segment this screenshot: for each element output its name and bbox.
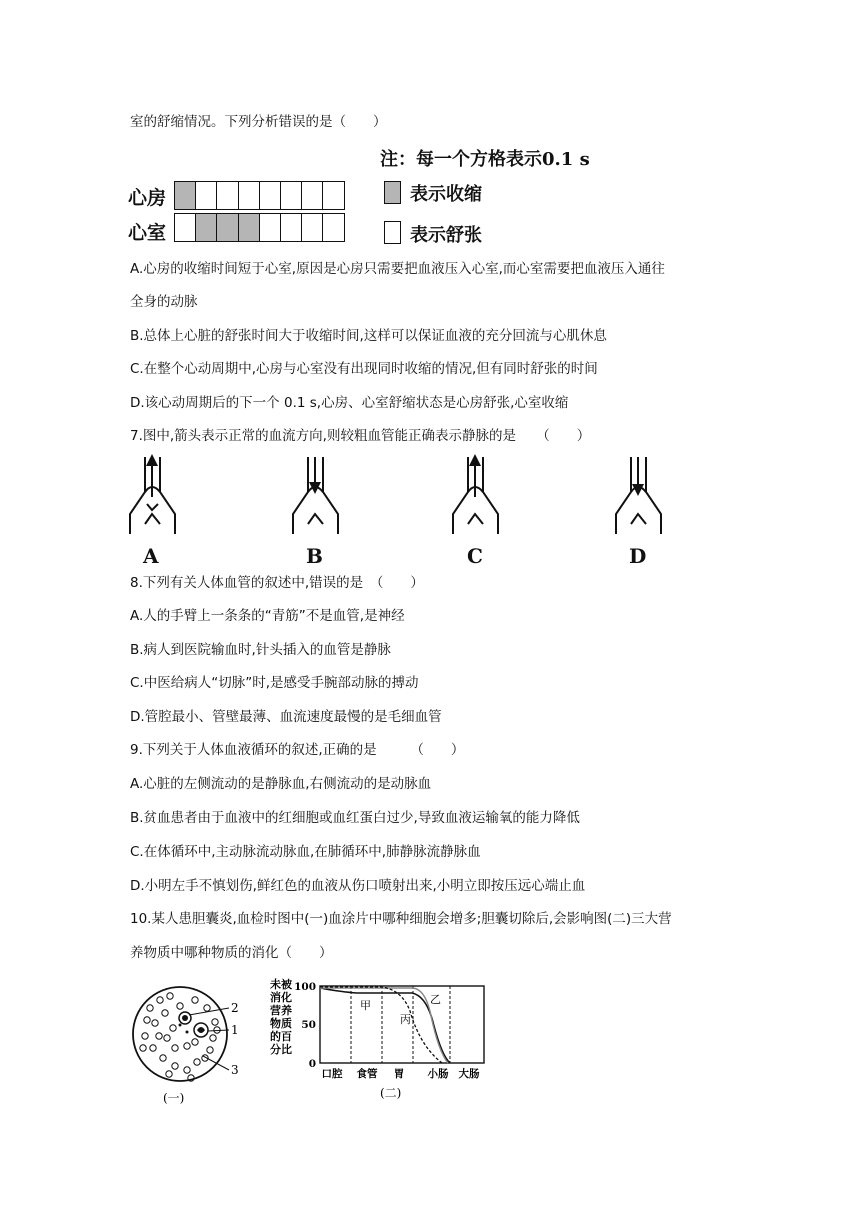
ventricle-cell-row: [174, 213, 344, 242]
ventricle-cell: [301, 213, 324, 242]
ventricle-cell: [238, 213, 261, 242]
q6-option-d: D.该心动周期后的下一个 0.1 s,心房、心室舒缩状态是心房舒张,心室收缩: [130, 395, 569, 411]
ventricle-cell: [195, 213, 218, 242]
q8-option-c: C.中医给病人“切脉”时,是感受手腕部动脉的搏动: [130, 675, 419, 691]
q7-stem: 7.图中,箭头表示正常的血流方向,则较粗血管能正确表示静脉的是 （ ）: [130, 428, 591, 444]
red-blood-cell: [166, 1071, 172, 1077]
vessel-label-c: C: [467, 544, 483, 568]
q6-figure-note: 注：每一个方格表示0.1 s: [380, 149, 590, 170]
red-blood-cell: [184, 1043, 190, 1049]
curve-bing: [320, 987, 442, 1063]
atrium-label: 心房: [128, 187, 167, 209]
q8-option-d: D.管腔最小、管壁最薄、血流速度最慢的是毛细血管: [130, 709, 442, 725]
xtick-esophagus: 食管: [356, 1068, 378, 1080]
q6-option-a-line1: A.心房的收缩时间短于心室,原因是心房只需要把血液压入心室,而心室需要把血液压入通往: [130, 261, 665, 277]
digestion-caption: (二): [380, 1086, 402, 1100]
red-blood-cell: [210, 1035, 216, 1041]
q9-option-a: A.心脏的左侧流动的是静脉血,右侧流动的是动脉血: [130, 776, 432, 792]
q6-stem-tail: 室的舒缩情况。下列分析错误的是（ ）: [130, 114, 387, 130]
red-blood-cell: [184, 1067, 190, 1073]
smear-marker-3: 3: [231, 1063, 239, 1077]
vessel-a: [130, 457, 175, 534]
red-blood-cell: [150, 1045, 156, 1051]
blood-smear-figure: [125, 978, 255, 1108]
red-blood-cell: [157, 997, 163, 1003]
red-blood-cell: [194, 1059, 200, 1065]
q10-stem-line1: 10.某人患胆囊炎,血检时图中(一)血涂片中哪种细胞会增多;胆囊切除后,会影响图(二)三大营: [130, 911, 672, 927]
red-blood-cell: [147, 1005, 153, 1011]
curve-label-bing: 丙: [400, 1013, 411, 1026]
red-blood-cell: [144, 1017, 150, 1023]
red-blood-cell: [212, 1019, 218, 1025]
ventricle-cell: [322, 213, 345, 242]
red-blood-cell: [192, 1039, 198, 1045]
ylabel-1: 未被: [270, 978, 292, 991]
smear-marker-2: 2: [231, 1001, 239, 1015]
xtick-large-intestine: 大肠: [458, 1068, 480, 1080]
legend-contract-swatch: [384, 181, 401, 204]
ylabel-5: 的百: [270, 1030, 292, 1043]
q7-vessel-figure: [125, 452, 685, 572]
digestion-figure: [262, 976, 507, 1106]
q9-option-d: D.小明左手不慎划伤,鲜红色的血液从伤口喷射出来,小明立即按压远心端止血: [130, 878, 586, 894]
ventricle-cell: [174, 213, 197, 242]
q6-option-b: B.总体上心脏的舒张时间大于收缩时间,这样可以保证血液的充分回流与心肌休息: [130, 328, 607, 344]
vessel-label-d: D: [629, 544, 647, 568]
ventricle-label: 心室: [128, 222, 167, 244]
xtick-mouth: 口腔: [321, 1068, 343, 1080]
ylabel-2: 消化: [270, 991, 292, 1004]
q8-stem: 8.下列有关人体血管的叙述中,错误的是 （ ）: [130, 575, 424, 591]
ytick-0: 0: [308, 1058, 316, 1070]
ventricle-cell: [259, 213, 282, 242]
red-blood-cell: [204, 1005, 210, 1011]
q10-stem-line2: 养物质中哪种物质的消化（ ）: [130, 945, 333, 961]
atrium-cell-row: [174, 181, 344, 210]
ytick-50: 50: [301, 1019, 316, 1031]
red-blood-cell: [207, 1047, 213, 1053]
red-blood-cell: [160, 1055, 166, 1061]
red-blood-cell: [162, 1010, 168, 1016]
vessel-d: [616, 457, 661, 534]
atrium-cell: [174, 181, 197, 210]
red-blood-cell: [164, 1035, 170, 1041]
atrium-cell: [238, 181, 261, 210]
q9-option-c: C.在体循环中,主动脉流动脉血,在肺循环中,肺静脉流静脉血: [130, 844, 481, 860]
atrium-cell: [195, 181, 218, 210]
ventricle-cell: [216, 213, 239, 242]
red-blood-cell: [152, 1020, 158, 1026]
red-blood-cell: [156, 1033, 162, 1039]
q9-option-b: B.贫血患者由于血液中的红细胞或血红蛋白过少,导致血液运输氧的能力降低: [130, 810, 580, 826]
xtick-stomach: 胃: [393, 1068, 405, 1080]
ytick-100: 100: [294, 981, 316, 993]
red-blood-cell: [140, 1045, 146, 1051]
legend-relax-label: 表示舒张: [410, 225, 482, 246]
atrium-cell: [301, 181, 324, 210]
vessel-label-b: B: [306, 544, 323, 568]
atrium-cell: [322, 181, 345, 210]
q6-option-a-line2: 全身的动脉: [130, 294, 198, 310]
red-blood-cell: [170, 1025, 176, 1031]
atrium-cell: [259, 181, 282, 210]
ylabel-6: 分比: [270, 1043, 292, 1056]
atrium-cell: [216, 181, 239, 210]
red-blood-cell: [177, 1003, 183, 1009]
red-blood-cell: [172, 1063, 178, 1069]
red-blood-cell: [192, 997, 198, 1003]
smear-marker-1: 1: [231, 1023, 239, 1037]
red-blood-cell: [172, 1045, 178, 1051]
q8-option-b: B.病人到医院输血时,针头插入的血管是静脉: [130, 642, 391, 658]
q9-stem: 9.下列关于人体血液循环的叙述,正确的是 （ ）: [130, 742, 465, 758]
vessel-label-a: A: [143, 544, 159, 568]
q8-option-a: A.人的手臂上一条条的“青筋”不是血管,是神经: [130, 608, 405, 624]
vessel-c: [453, 457, 498, 534]
xtick-small-intestine: 小肠: [427, 1068, 449, 1080]
ylabel-3: 营养: [270, 1004, 292, 1017]
curve-label-jia: 甲: [360, 999, 371, 1012]
curve-label-yi: 乙: [430, 993, 441, 1006]
q6-option-c: C.在整个心动周期中,心房与心室没有出现同时收缩的情况,但有同时舒张的时间: [130, 361, 598, 377]
atrium-cell: [280, 181, 303, 210]
smear-caption: (一): [163, 1091, 185, 1105]
legend-contract-label: 表示收缩: [410, 184, 482, 205]
legend-relax-swatch: [384, 221, 401, 244]
ventricle-cell: [280, 213, 303, 242]
red-blood-cell: [167, 993, 173, 999]
vessel-b: [293, 457, 338, 534]
ylabel-4: 物质: [270, 1017, 292, 1030]
curve-yi: [320, 988, 448, 1063]
red-blood-cell: [142, 1033, 148, 1039]
